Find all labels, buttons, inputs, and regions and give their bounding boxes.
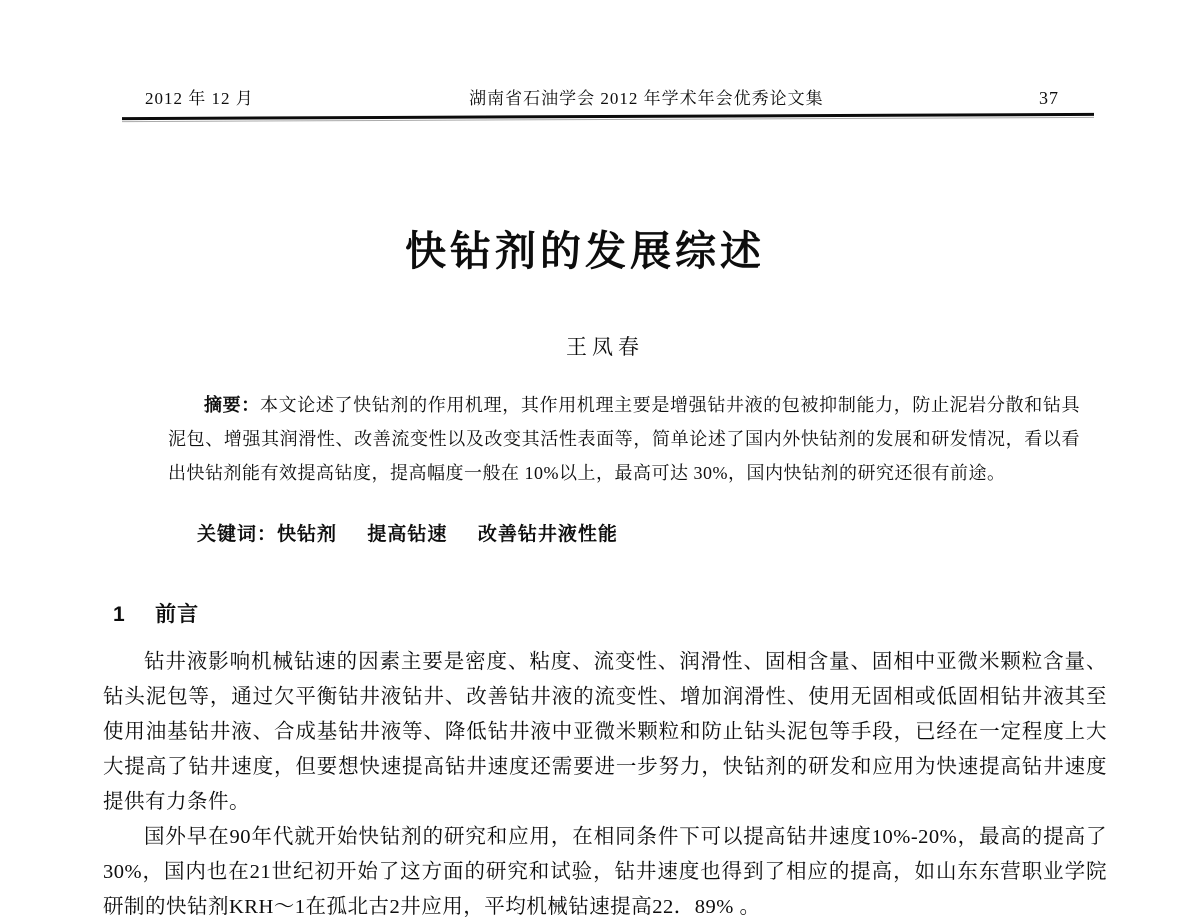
- section-heading: [113, 598, 199, 628]
- keywords-line: [197, 519, 618, 546]
- paper-title: 快钻剂的发展综述: [405, 228, 765, 274]
- body-paragraph: 钻井液影响机械钻速的因素主要是密度、粘度、流变性、润滑性、固相含量、固相中亚微米颗粒含量、钻头泥包等，通过欠平衡钻井液钻井、改善钻井液的流变性、增加润滑性、使用无固相或低固相钻井液其至使用油基钻井液、合成基钻井液等、降低钻井液中亚微米颗粒和防止钻头泥包等手段，已经在一定程度上大大提高了钻井速度，但要想快速提高钻井速度还需要进一步努力，快钻剂的研发和应用为快速提高钻井速度提供有力条件。: [103, 651, 1107, 813]
- section-number: 1: [113, 603, 126, 626]
- header-divider-rule: [122, 113, 1094, 120]
- author-name: 王凤春: [566, 335, 644, 359]
- section-title: 前言: [155, 603, 200, 626]
- header-page-number: 37: [1039, 88, 1059, 108]
- header-date: 2012 年 12 月: [145, 89, 254, 108]
- keyword-item: 提高钻速: [367, 524, 448, 545]
- keyword-item: 快钻剂: [277, 524, 338, 545]
- header-proceedings-title: 湖南省石油学会 2012 年学术年会优秀论文集: [469, 89, 824, 108]
- section-body: [103, 645, 1107, 917]
- abstract-text: 本文论述了快钻剂的作用机理，其作用机理主要是增强钻井液的包被抑制能力，防止泥岩分散和钻具泥包、增强其润滑性、改善流变性以及改变其活性表面等，简单论述了国内外快钻剂的发展和研发情况，看以看出快钻剂能有效提高钻度，提高幅度一般在 10%以上，最高可达 30%，国内快钻剂的研究还很有前途。: [168, 395, 1081, 483]
- keywords-label: 关键词：: [197, 524, 278, 545]
- abstract-label: 摘要：: [204, 395, 260, 415]
- keyword-item: 改善钻井液性能: [477, 524, 618, 545]
- body-paragraph: 国外早在90年代就开始快钻剂的研究和应用，在相同条件下可以提高钻井速度10%-20%，最高的提高了30%，国内也在21世纪初开始了这方面的研究和试验，钻井速度也得到了相应的提高，如山东东营职业学院研制的快钻剂KRH～1在孤北古2井应用，平均机械钻速提高22．89% 。: [103, 826, 1107, 917]
- running-head: [123, 84, 1093, 109]
- abstract: [168, 388, 1080, 490]
